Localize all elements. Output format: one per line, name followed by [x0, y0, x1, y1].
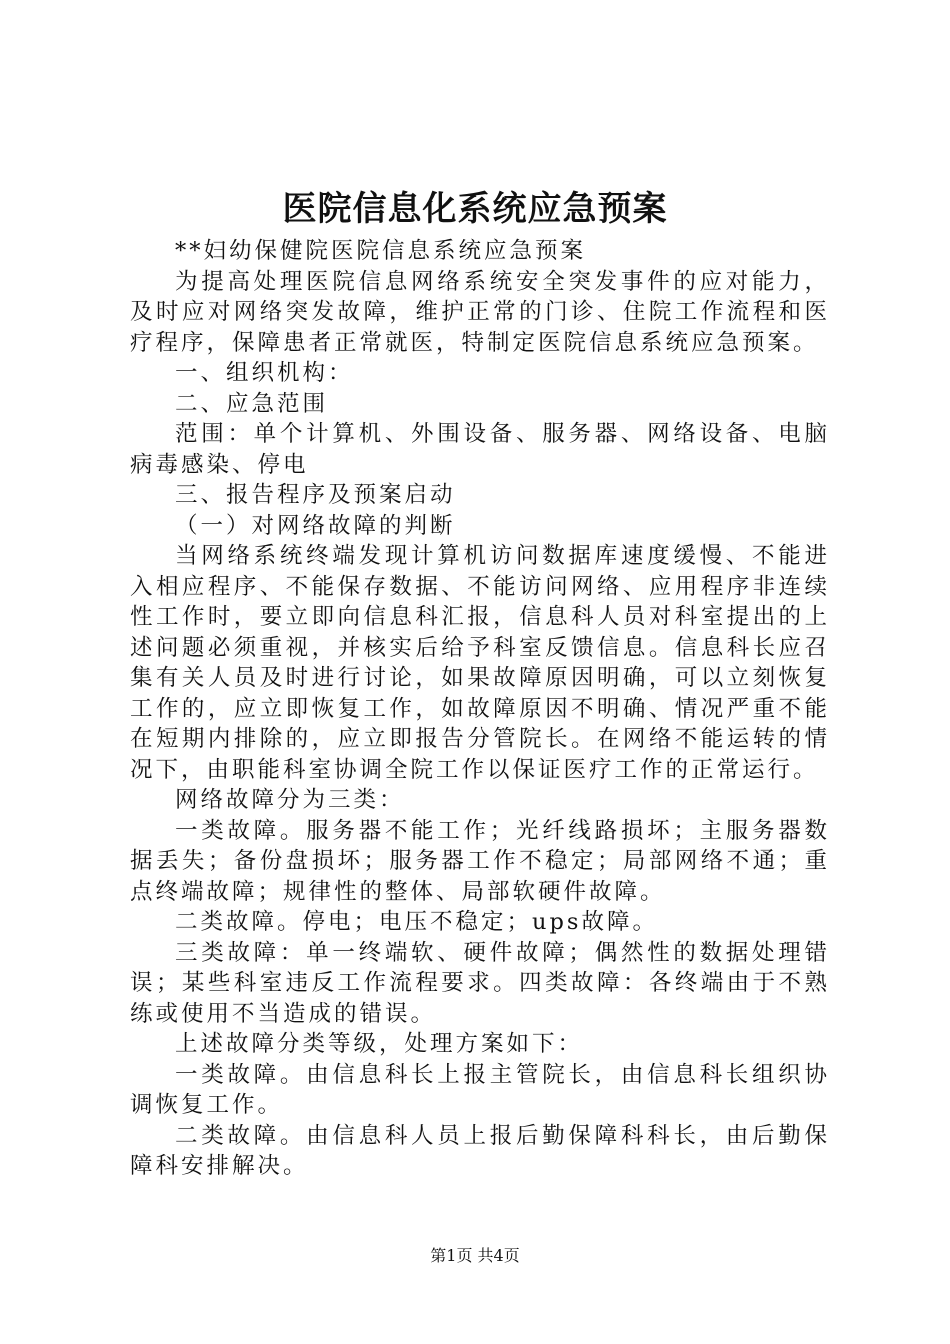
subsection-heading-judgment: （一）对网络故障的判断	[175, 512, 456, 539]
paragraph-fault-categories: 网络故障分为三类：	[175, 787, 405, 813]
paragraph-handling-class-1: 一类故障。由信息科长上报主管院长，由信息科长组织协调恢复工作。	[130, 1061, 830, 1118]
paragraph-intro: 为提高处理医院信息网络系统安全突发事件的应对能力，及时应对网络突发故障，维护正常的门诊、住院工作流程和医疗程序，保障患者正常就医，特制定医院信息系统应急预案。	[130, 268, 830, 356]
section-heading-organization: 一、组织机构：	[175, 360, 354, 386]
paragraph-fault-class-1: 一类故障。服务器不能工作；光纤线路损坏；主服务器数据丢失；备份盘损坏；服务器工作不稳定；局部网络不通；重点终端故障；规律性的整体、局部软硬件故障。	[130, 817, 830, 905]
paragraph-handling-intro: 上述故障分类等级，处理方案如下：	[175, 1031, 584, 1057]
paragraph-fault-class-3: 三类故障：单一终端软、硬件故障；偶然性的数据处理错误；某些科室违反工作流程要求。四类故障：各终端由于不熟练或使用不当造成的错误。	[130, 939, 830, 1027]
section-heading-reporting: 三、报告程序及预案启动	[175, 482, 456, 508]
paragraph-judgment: 当网络系统终端发现计算机访问数据库速度缓慢、不能进入相应程序、不能保存数据、不能访问网络、应用程序非连续性工作时，要立即向信息科汇报，信息科人员对科室提出的上述问题必须重视，并核实后给予科室反馈信息。信息科长应召集有关人员及时进行讨论，如果故障原因明确，可以立刻恢复工作的，应立即恢复工作，如故障原因不明确、情况严重不能在短期内排除的，应立即报告分管院长。在网络不能运转的情况下，由职能科室协调全院工作以保证医疗工作的正常运行。	[130, 543, 830, 783]
section-heading-scope: 二、应急范围	[175, 390, 329, 417]
page-footer: 第1页 共4页	[430, 1246, 520, 1265]
document-title: 医院信息化系统应急预案	[282, 189, 668, 229]
paragraph-scope: 范围：单个计算机、外围设备、服务器、网络设备、电脑病毒感染、停电	[130, 421, 830, 478]
paragraph-fault-class-2: 二类故障。停电；电压不稳定；ups故障。	[175, 909, 658, 935]
paragraph-subtitle: **妇幼保健院医院信息系统应急预案	[175, 238, 587, 264]
paragraph-handling-class-2: 二类故障。由信息科人员上报后勤保障科科长，由后勤保障科安排解决。	[130, 1122, 830, 1179]
document-body	[130, 236, 830, 1182]
